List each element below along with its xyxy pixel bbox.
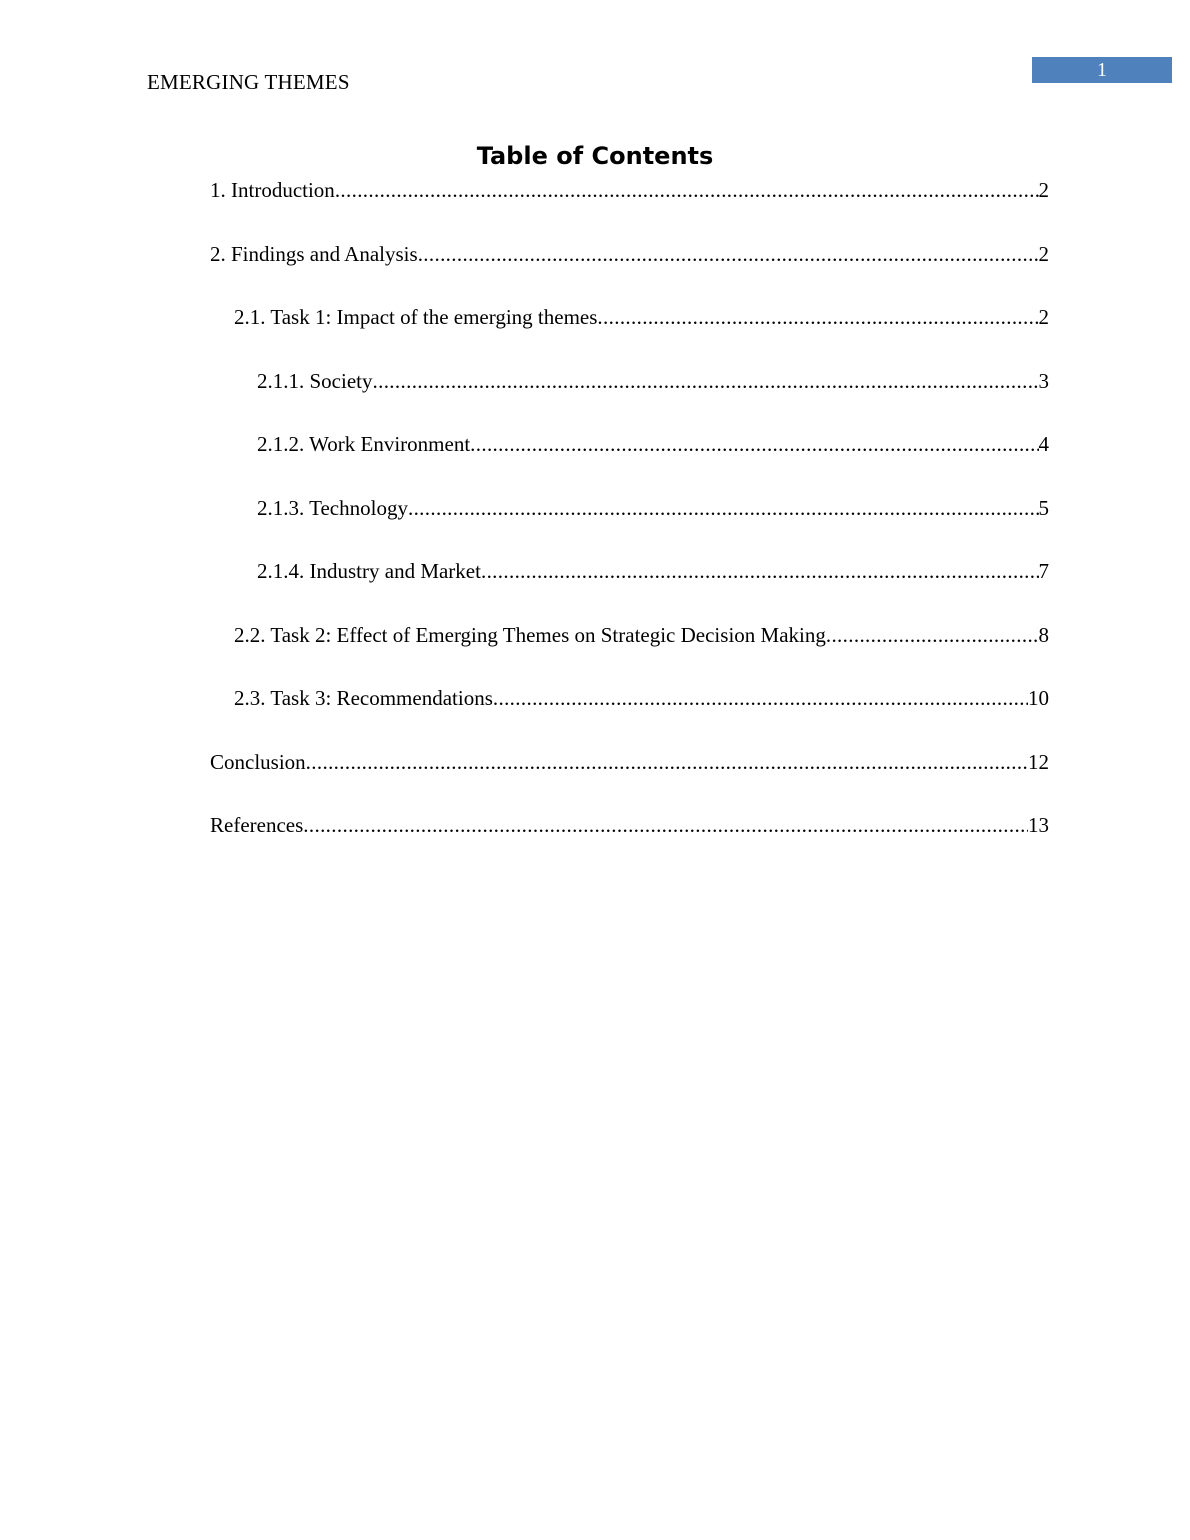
- toc-entry-technology[interactable]: [210, 492, 1049, 556]
- dot-leader: [408, 492, 1039, 524]
- toc-entry-page: 5: [1038, 495, 1049, 520]
- toc-entry-industry-and-market[interactable]: [210, 555, 1049, 619]
- toc-entry-page: 2: [1038, 241, 1049, 266]
- dot-leader: [418, 238, 1039, 270]
- dot-leader: [470, 428, 1038, 460]
- toc-entry-findings-and-analysis[interactable]: [210, 238, 1049, 302]
- toc-entry-label: 2.1.1. Society: [257, 368, 373, 393]
- toc-entry-label: 2.3. Task 3: Recommendations: [234, 686, 493, 710]
- toc-entry-page: 12: [1028, 749, 1049, 774]
- dot-leader: [303, 809, 1028, 841]
- toc-entry-label: 2. Findings and Analysis: [210, 241, 418, 266]
- toc-entry-conclusion[interactable]: [210, 746, 1049, 810]
- toc-entry-task-2[interactable]: [210, 619, 1049, 683]
- toc-entry-label: 2.1.3. Technology: [257, 495, 408, 520]
- toc-entry-work-environment[interactable]: [210, 428, 1049, 492]
- toc-title: Table of Contents: [476, 142, 714, 170]
- toc-entry-task-1[interactable]: [210, 301, 1049, 365]
- dot-leader: [597, 301, 1038, 333]
- toc-entry-label: 2.2. Task 2: Effect of Emerging Themes on Strategic Decision Making: [234, 622, 826, 647]
- toc-entry-label: 2.1.2. Work Environment: [257, 432, 471, 456]
- table-of-contents: [210, 174, 1049, 873]
- toc-entry-label: 2.1.4. Industry and Market: [257, 559, 481, 583]
- dot-leader: [826, 619, 1039, 651]
- toc-entry-page: 10: [1028, 686, 1049, 710]
- dot-leader: [481, 555, 1039, 587]
- page-number-badge: 1: [1032, 57, 1172, 83]
- toc-entry-page: 7: [1038, 559, 1049, 583]
- dot-leader: [493, 682, 1028, 714]
- toc-entry-page: 8: [1038, 622, 1049, 647]
- toc-entry-task-3[interactable]: [210, 682, 1049, 746]
- toc-entry-page: 4: [1038, 432, 1049, 456]
- toc-entry-label: References: [210, 813, 304, 837]
- dot-leader: [335, 174, 1039, 206]
- running-head: EMERGING THEMES: [147, 70, 350, 94]
- toc-entry-label: 1. Introduction: [210, 178, 335, 202]
- toc-entry-references[interactable]: [210, 809, 1049, 873]
- toc-entry-introduction[interactable]: [210, 174, 1049, 238]
- toc-entry-page: 13: [1028, 813, 1049, 837]
- toc-entry-page: 3: [1038, 368, 1049, 393]
- toc-entry-label: 2.1. Task 1: Impact of the emerging themes: [234, 305, 598, 329]
- toc-entry-label: Conclusion: [210, 749, 306, 774]
- dot-leader: [306, 746, 1028, 778]
- toc-entry-society[interactable]: [210, 365, 1049, 429]
- toc-entry-page: 2: [1038, 305, 1049, 329]
- dot-leader: [373, 365, 1039, 397]
- toc-entry-page: 2: [1038, 178, 1049, 202]
